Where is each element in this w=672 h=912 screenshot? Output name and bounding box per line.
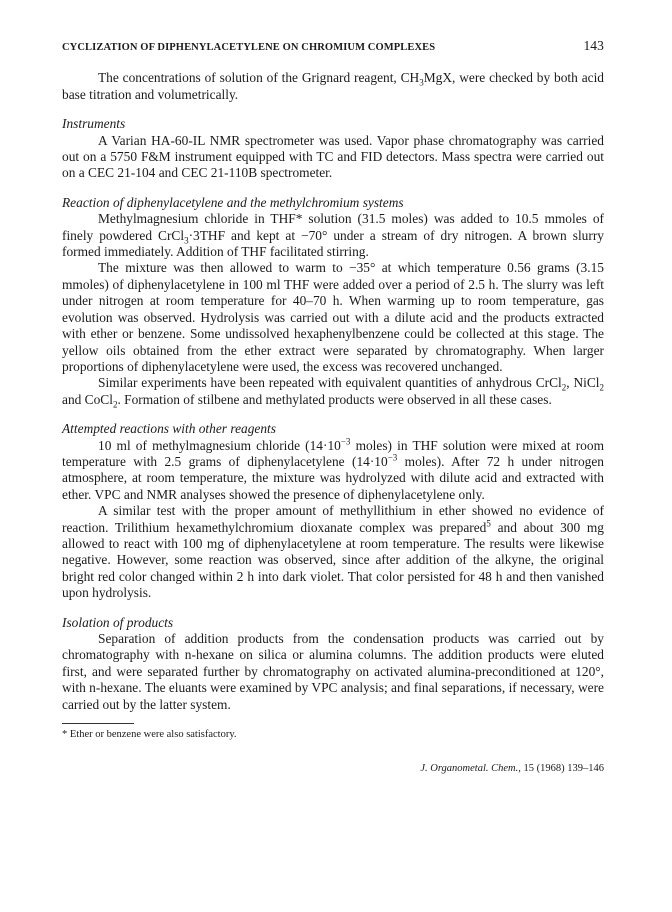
paper-page [62, 38, 605, 775]
journal-citation: J. Organometal. Chem., 15 (1968) 139–146 [420, 763, 604, 775]
page-number: 143 [583, 38, 604, 53]
instruments-paragraph: A Varian HA-60-IL NMR spectrometer was used. Vapor phase chromatography was carried out on a 5750 F&M instrument equipped with TC and FID detectors. Mass spectra were carried out on a CEC 21-104 and CEC 21-110B spectrometer. [62, 132, 604, 181]
heading-attempted: Attempted reactions with other reagents [62, 421, 276, 437]
attempted-paragraph-2: A similar test with the proper amount of methyllithium in ether showed no evidence of reaction. Trilithium hexamethylchromium dioxanate complex was prepared$^5$ and about 300 mg allowed to react with 100 mg of diphenylacetylene at room temperature. The results were likewise negative. However, some reaction was observed, since after addition of the alkyne, the original bright red color changed within 2 h into dark violet. That color persisted for 48 h and then vanished upon hydrolysis. [62, 503, 605, 601]
section-reaction [62, 195, 604, 408]
footnote: * Ether or benzene were also satisfactory. [62, 729, 237, 741]
footnote-rule [62, 723, 134, 724]
reaction-paragraph-1: Methylmagnesium chloride in THF* solution (31.5 moles) was added to 10.5 mmoles of finely powdered CrCl$_3$·3THF and kept at −70° under a stream of dry nitrogen. A brown slurry formed immediately. Addition of THF facilitated stirring. [62, 211, 604, 260]
section-isolation [62, 615, 604, 713]
isolation-paragraph: Separation of addition products from the condensation products was carried out by chromatography with n-hexane on silica or alumina columns. The addition products were eluted first, and were separated further by chromatography on activated alumina-preconditioned at 120°, with n-hexane. The eluants were examined by VPC analysis; and final separations, if necessary, were carried out by the latter system. [62, 631, 604, 712]
running-title: CYCLIZATION OF DIPHENYLACETYLENE ON CHROMIUM COMPLEXES [62, 42, 436, 53]
section-instruments [62, 116, 604, 182]
section-attempted [62, 421, 604, 601]
heading-reaction: Reaction of diphenylacetylene and the methylchromium systems [62, 194, 404, 210]
intro-paragraph: The concentrations of solution of the Grignard reagent, $CH_3MgX$, were checked by both acid base titration and volumetrically. [62, 70, 604, 102]
reaction-paragraph-2: The mixture was then allowed to warm to −35° at which temperature 0.56 grams (3.15 mmoles) of diphenylacetylene in 100 ml THF were added over a period of 2.5 h. The slurry was left under nitrogen at room temperature for 40–70 h. When warming up to room temperature, gas evolution was observed. Hydrolysis was carried out with a dilute acid and the products extracted with ether or benzene. Some undissolved hexaphenylbenzene could be collected at this stage. The yellow oils obtained from the ether extract were separated by chromatography. When larger proportions of diphenylacetylene were used, the excess was recovered unchanged. [62, 260, 604, 374]
heading-instruments: Instruments [62, 116, 126, 132]
running-head [62, 38, 604, 56]
heading-isolation: Isolation of products [62, 614, 174, 630]
attempted-paragraph-1: 10 ml of methylmagnesium chloride ($14\cdot 10^{-3}$ moles) in THF solution were mixed at room temperature with 2.5 grams of diphenylacetylene ($14\cdot 10^{-3}$ moles). After 72 h under nitrogen atmosphere, at room temperature, the mixture was hydrolyzed with dilute acid and extracted with ether. VPC and NMR analyses showed the presence of diphenylacetylene only. [62, 436, 605, 502]
reaction-paragraph-3: Similar experiments have been repeated with equivalent quantities of anhydrous CrCl$_2$, NiCl$_2$ and CoCl$_2$. Formation of stilbene and methylated products were observed in all these cases. [62, 375, 604, 410]
